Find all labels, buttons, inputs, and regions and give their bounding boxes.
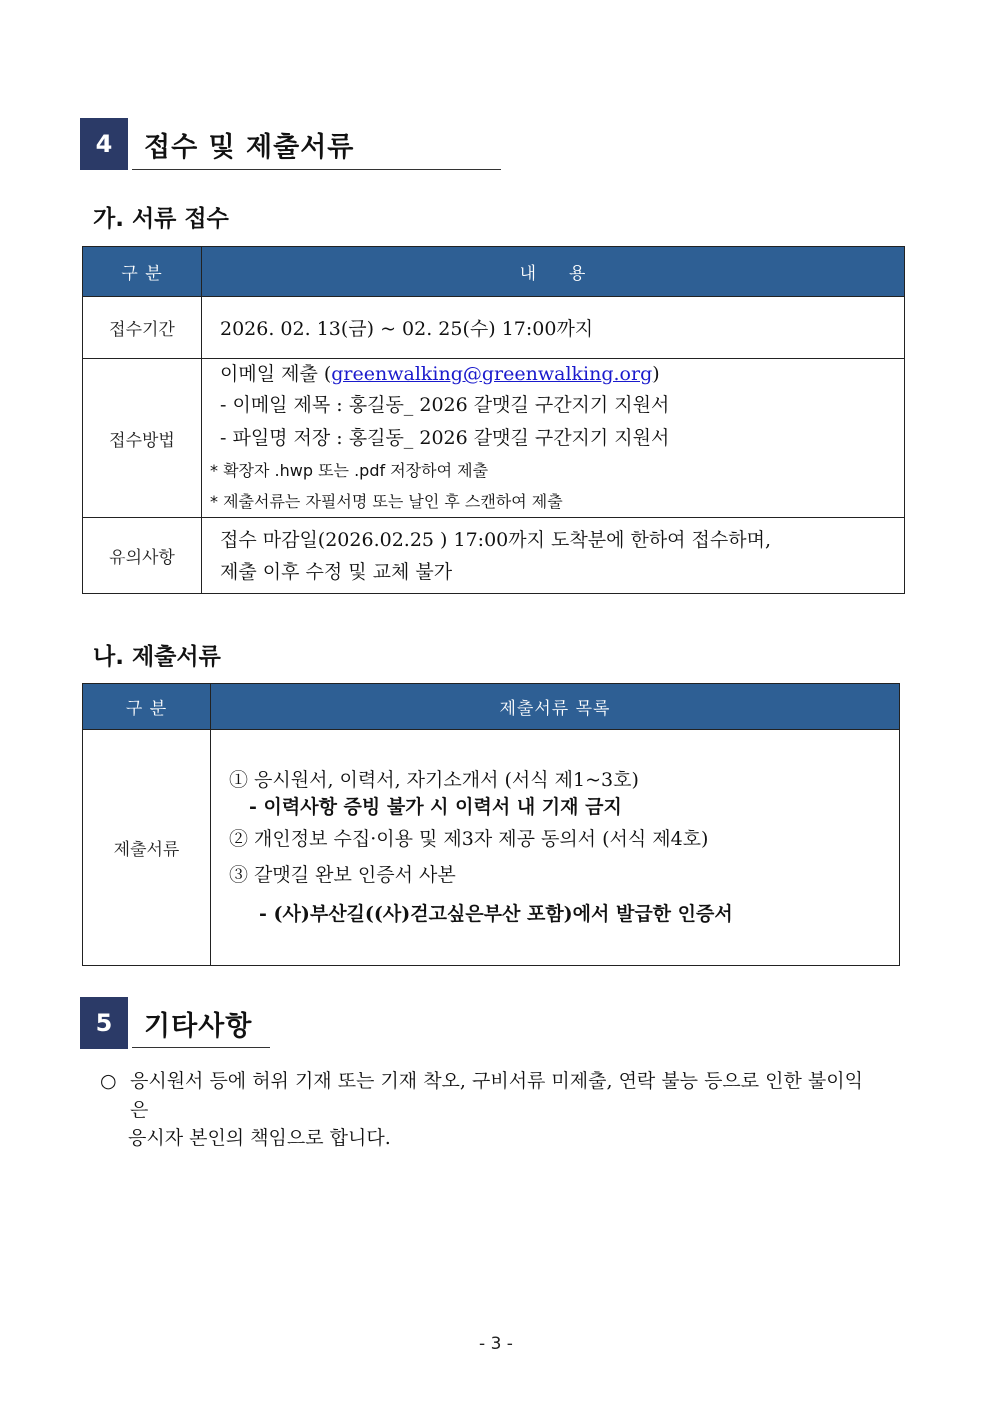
- table-row: [83, 297, 905, 359]
- table-header-list: 제출서류 목록: [211, 684, 900, 730]
- table-row: [83, 359, 905, 518]
- notice-line-2: 응시자 본인의 책임으로 합니다.: [128, 1127, 391, 1149]
- row-label: 제출서류: [83, 730, 211, 966]
- doc-item-2: ② 개인정보 수집·이용 및 제3자 제공 동의서 (서식 제4호): [229, 827, 709, 850]
- reception-table: [82, 246, 905, 594]
- section-underline: [132, 169, 501, 170]
- section-title: 기타사항: [144, 1010, 253, 1042]
- notice-line-1: 응시원서 등에 허위 기재 또는 기재 착오, 구비서류 미제출, 연락 불능 등으로 인한 불이익: [130, 1070, 863, 1092]
- email-prefix: 이메일 제출 (: [220, 363, 332, 385]
- section-4-heading: [80, 118, 354, 170]
- notice-line-1-wrap: 은: [130, 1099, 149, 1121]
- table-row: [83, 518, 905, 594]
- doc-item-1: ① 응시원서, 이력서, 자기소개서 (서식 제1~3호): [229, 768, 639, 791]
- filename-line: - 파일명 저장 : 홍길동_ 2026 갈맷길 구간지기 지원서: [220, 427, 670, 449]
- extension-note: * 확장자 .hwp 또는 .pdf 저장하여 제출: [210, 461, 489, 480]
- documents-table: [82, 683, 900, 966]
- caution-line-1: 접수 마감일(2026.02.25 ) 17:00까지 도착분에 한하여 접수하며,: [220, 528, 772, 551]
- period-text: 2026. 02. 13(금) ~ 02. 25(수) 17:00까지: [202, 297, 905, 359]
- row-label: 접수기간: [83, 297, 202, 359]
- table-header-content: 내 용: [202, 247, 905, 297]
- email-link[interactable]: greenwalking@greenwalking.org: [331, 363, 653, 385]
- doc-item-3: ③ 갈맷길 완보 인증서 사본: [229, 863, 456, 886]
- email-submit-line: [210, 359, 904, 389]
- row-label: 접수방법: [83, 359, 202, 518]
- section-5-heading: [80, 997, 252, 1049]
- section-title: 접수 및 제출서류: [144, 131, 355, 163]
- notice-text: [130, 1066, 920, 1154]
- table-header-category: 구 분: [83, 684, 211, 730]
- doc-item-3-note: - (사)부산길((사)걷고싶은부산 포함)에서 발급한 인증서: [259, 902, 733, 925]
- subsection-b-title: 나. 제출서류: [93, 644, 221, 670]
- page-number: - 3 -: [479, 1334, 513, 1354]
- subsection-a-title: 가. 서류 접수: [93, 206, 229, 232]
- doc-item-1-note: - 이력사항 증빙 불가 시 이력서 내 기재 금지: [249, 795, 622, 818]
- email-subject-line: - 이메일 제목 : 홍길동_ 2026 갈맷길 구간지기 지원서: [220, 394, 670, 416]
- caution-line-2: 제출 이후 수정 및 교체 불가: [220, 560, 453, 583]
- table-header-category: 구 분: [83, 247, 202, 297]
- row-label: 유의사항: [83, 518, 202, 594]
- section-underline: [132, 1047, 270, 1048]
- signature-note: * 제출서류는 자필서명 또는 날인 후 스캔하여 제출: [210, 492, 563, 511]
- section-number-badge: 4: [80, 118, 128, 170]
- table-row: [83, 730, 900, 966]
- notice-bullet: ○: [100, 1070, 117, 1092]
- email-suffix: ): [652, 363, 660, 385]
- section-number-badge: 5: [80, 997, 128, 1049]
